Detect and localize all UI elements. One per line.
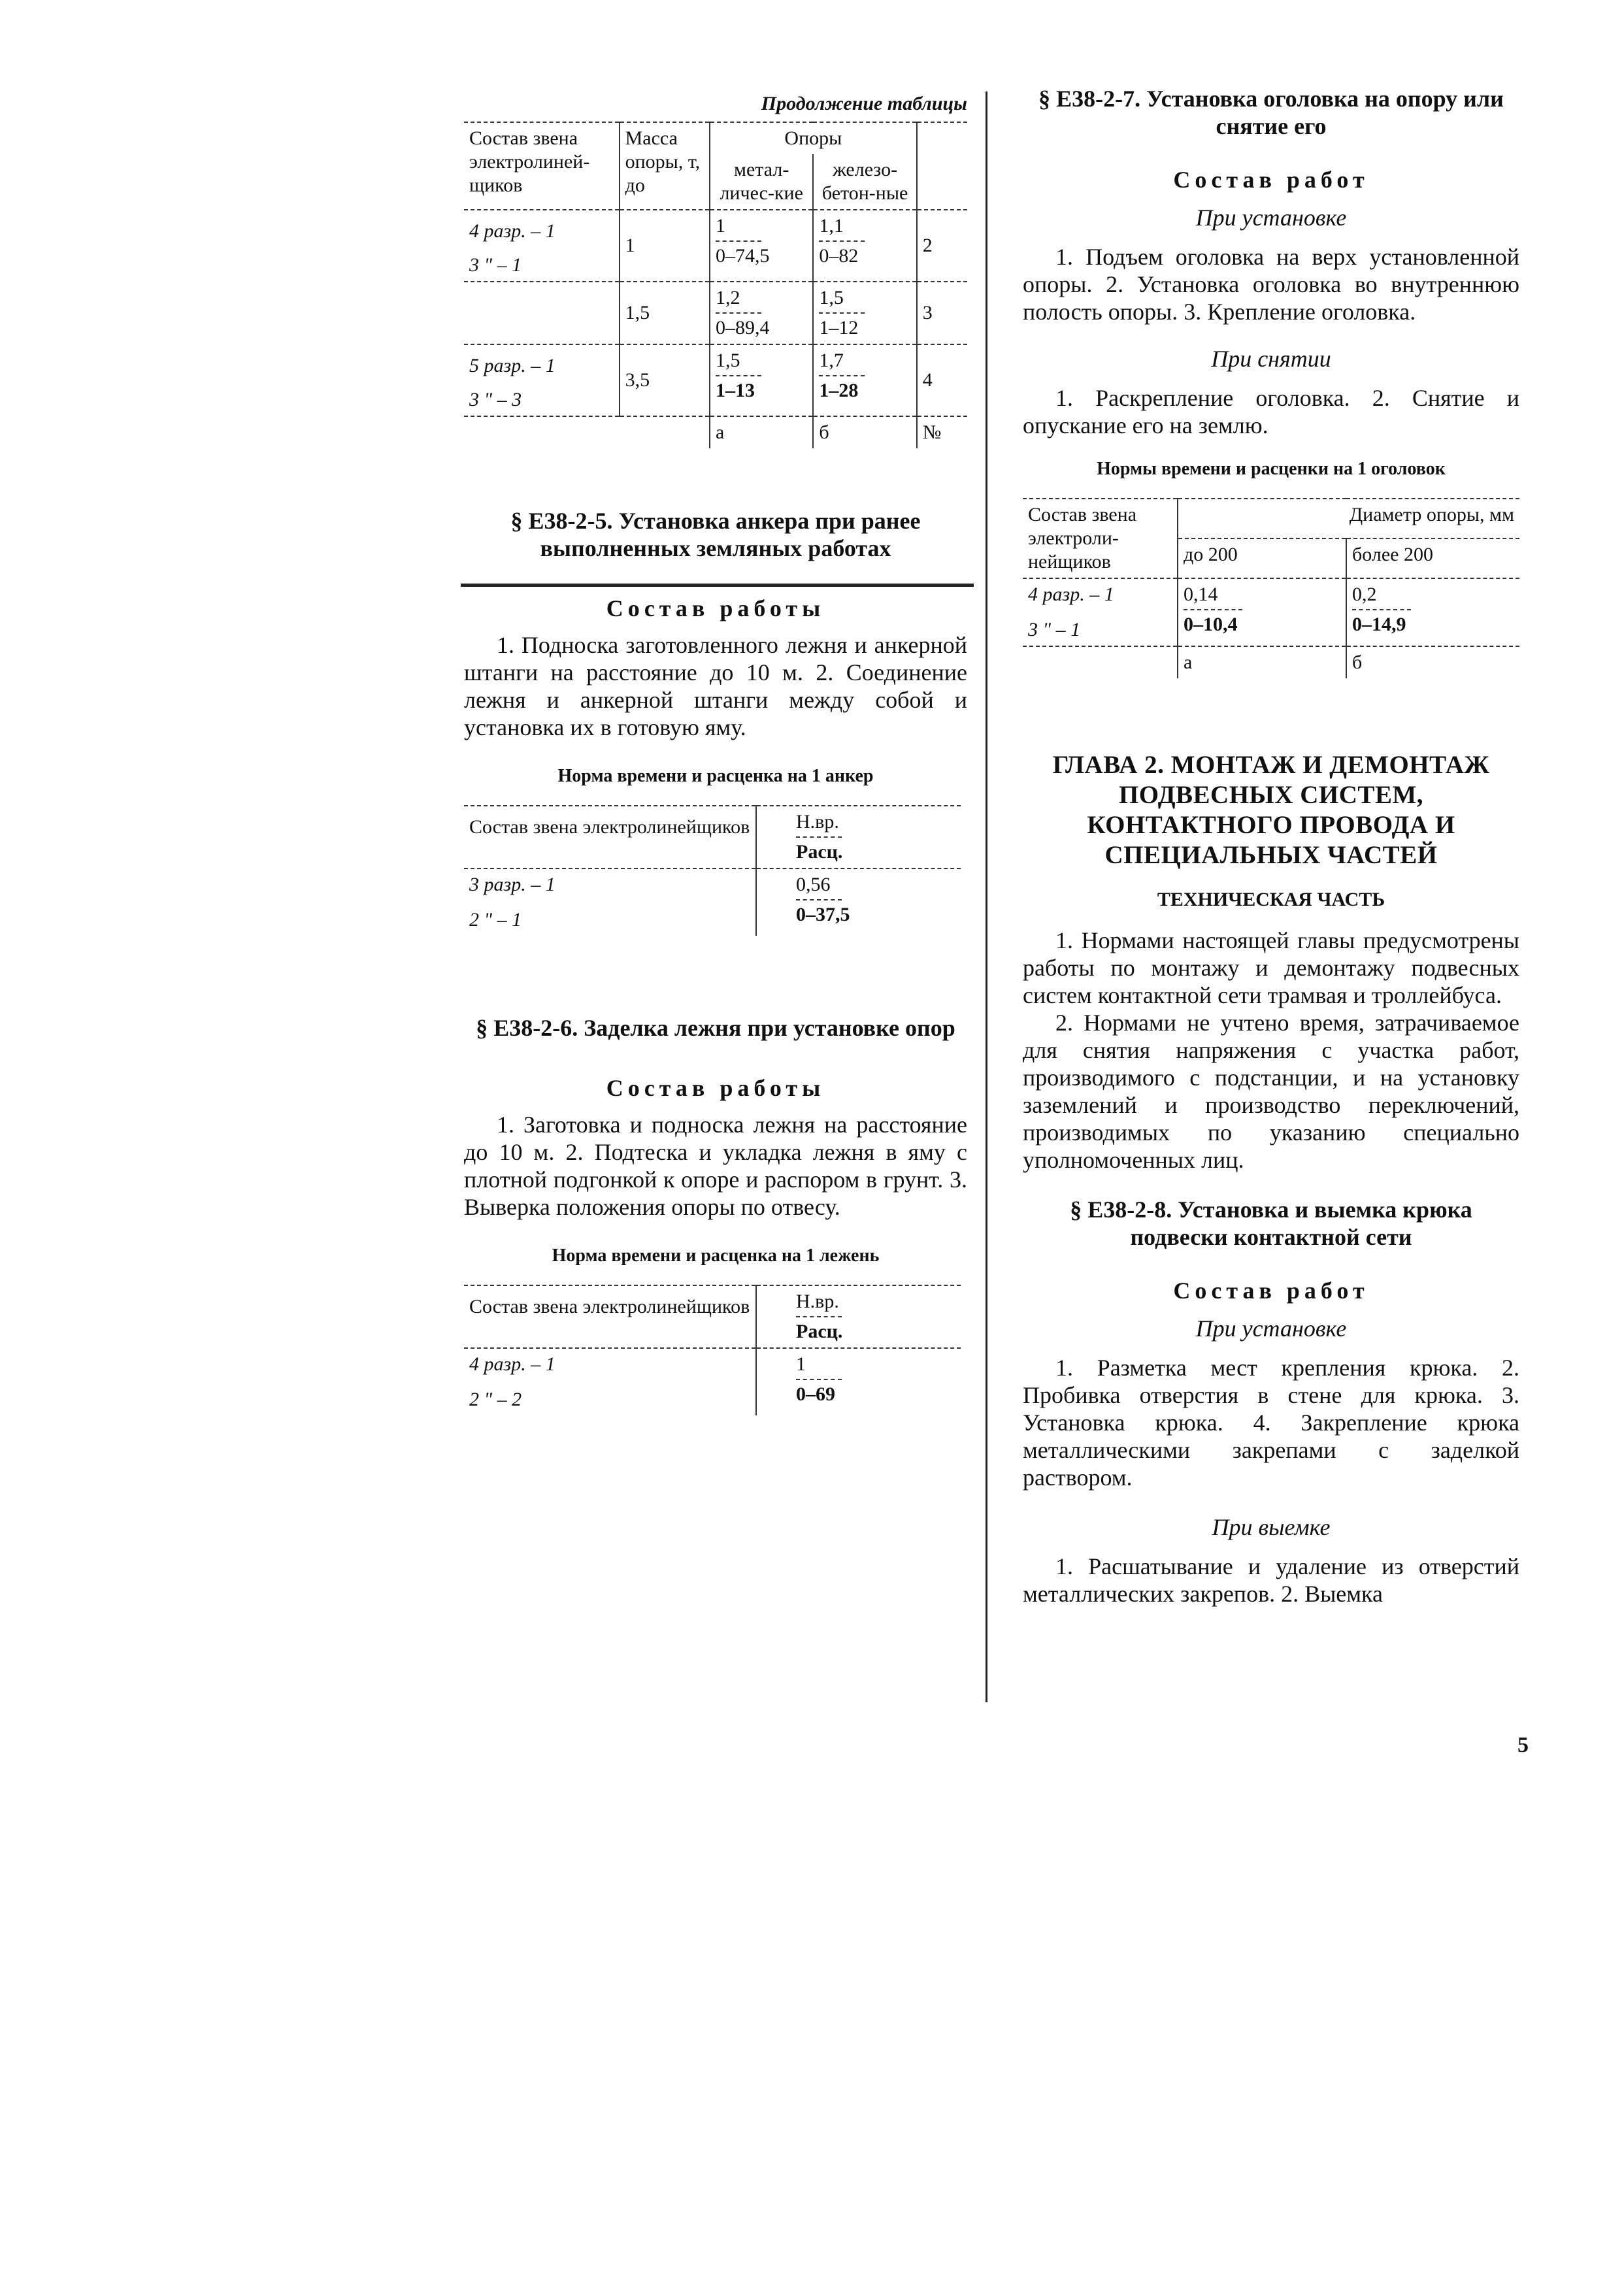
section-6-title: § Е38-2-6. Заделка лежня при установке опор [476,1015,955,1041]
crew-header: Состав звена электроли-нейщиков [1023,499,1178,578]
table-row [464,344,967,416]
section-8-removal-heading: При выемке [1212,1514,1331,1540]
section-7-install-heading: При установке [1195,205,1347,231]
rate-label: Расц. [796,841,843,863]
footer-no: № [922,421,942,443]
header-concrete: железо-бетон-ные [813,154,916,210]
section-5-table [464,805,961,936]
concrete-rate: 1–12 [819,317,859,338]
nvr-label: Н.вр. [796,1291,839,1312]
footer-a: а [1178,646,1346,678]
table-row [464,210,967,282]
metal-rate: 1–13 [715,380,755,401]
section-7-work-heading: Состав работ [1173,167,1369,193]
section-8-title: § Е38-2-8. Установка и выемка крюка подвески контактной сети [1070,1196,1472,1250]
time-value: 0,56 [796,874,831,895]
col-a-header: до 200 [1178,538,1346,578]
section-7-install-text: 1. Подъем оголовка на верх установленной опоры. 2. Установка оголовка во внутреннюю полость опоры. 3. Крепление оголовка. [1023,244,1519,325]
section-8-install-heading: При установке [1195,1315,1347,1342]
crew-2: 2 " – 1 [469,909,522,931]
table-row [464,868,961,936]
chapter-paragraph-1: 1. Нормами настоящей главы предусмотрены работы по монтажу и демонтажу подвесных систем контактной сети трамвая и троллейбуса. [1023,927,1519,1008]
crew-header: Состав звена электролинейщиков [464,806,756,868]
crew-1: 4 разр. – 1 [469,1353,555,1375]
section-5-title: § Е38-2-5. Установка анкера при ранее выполненных земляных работах [510,508,921,561]
row-crew-2: 3 " – 1 [469,254,522,276]
row-mass: 1 [620,210,710,282]
right-column [1023,85,1519,1608]
page-number: 5 [1517,1733,1529,1757]
concrete-rate: 0–82 [819,245,859,267]
metal-rate: 0–74,5 [715,245,770,267]
footer-a: а [710,416,813,448]
concrete-time: 1,1 [819,215,844,237]
row-mass: 1,5 [620,282,710,344]
metal-time: 1 [715,215,725,237]
concrete-time: 1,7 [819,350,844,371]
metal-rate: 0–89,4 [715,317,770,338]
section-6-text: 1. Заготовка и подноска лежня на расстояние до 10 м. 2. Подтеска и укладка лежня в яму с плотной подгонкой к опоре и распором в грунт. 3. Выверка положения опоры по отвесу. [464,1112,967,1220]
section-6-norm-title: Норма времени и расценка на 1 лежень [552,1245,880,1266]
rate-label: Расц. [796,1321,843,1342]
crew-1: 3 разр. – 1 [469,874,555,895]
price-value: 0–69 [796,1383,835,1405]
table-row [464,282,967,344]
crew-header: Состав звена электролинейщиков [464,1285,756,1348]
left-column [464,85,967,1415]
section-5-norm-title: Норма времени и расценка на 1 анкер [557,766,874,786]
crew-1: 4 разр. – 1 [1028,584,1114,605]
metal-time: 1,5 [715,350,740,371]
price-value: 0–37,5 [796,904,850,925]
footer-b: б [813,416,916,448]
section-7-table [1023,498,1519,678]
row-number: 4 [917,344,967,416]
a-time: 0,14 [1184,584,1218,605]
section-5-work-heading: Состав работы [606,595,825,621]
column-divider [986,91,987,1702]
tech-part-heading: ТЕХНИЧЕСКАЯ ЧАСТЬ [1157,889,1385,910]
crew-2: 3 " – 1 [1028,619,1081,640]
metal-time: 1,2 [715,287,740,308]
b-time: 0,2 [1352,584,1377,605]
chapter-title: ГЛАВА 2. МОНТАЖ И ДЕМОНТАЖ ПОДВЕСНЫХ СИСТЕМ, КОНТАКТНОГО ПРОВОДА И СПЕЦИАЛЬНЫХ ЧАСТЕЙ [1052,751,1490,869]
diameter-header: Диаметр опоры, мм [1178,499,1519,538]
header-mass: Масса опоры, т, до [620,122,710,210]
section-8-removal-text: 1. Расшатывание и удаление из отверстий металлических закрепов. 2. Выемка [1023,1553,1519,1607]
section-6-table [464,1285,961,1415]
header-supports: Опоры [710,122,917,154]
row-number: 3 [917,282,967,344]
row-mass: 3,5 [620,344,710,416]
table-row [464,1348,961,1415]
row-crew-2: 3 " – 3 [469,389,522,410]
section-8-work-heading: Состав работ [1173,1278,1369,1304]
concrete-time: 1,5 [819,287,844,308]
section-7-title: § Е38-2-7. Установка оголовка на опору или снятие его [1038,86,1504,139]
section-7-removal-text: 1. Раскрепление оголовка. 2. Снятие и опускание его на землю. [1023,385,1519,438]
row-crew-1: 4 разр. – 1 [469,220,555,242]
a-rate: 0–10,4 [1184,614,1238,635]
continuation-table [464,122,967,448]
footer-b: б [1352,652,1363,673]
time-value: 1 [796,1353,806,1375]
header-metal: метал-личес-кие [710,154,813,210]
section-7-norm-title: Нормы времени и расценки на 1 оголовок [1097,459,1446,479]
section-8-install-text: 1. Разметка мест крепления крюка. 2. Пробивка отверстия в стене для крюка. 3. Установка крюка. 4. Закрепление крюка металлическими закрепами с заделкой раствором. [1023,1355,1519,1491]
section-6-work-heading: Состав работы [606,1075,825,1101]
row-crew-1: 5 разр. – 1 [469,355,555,376]
chapter-paragraph-2: 2. Нормами не учтено время, затрачиваемое для снятия напряжения с участка работ, производимого с подстанции, и на установку заземлений и производство переключений, производимых по указанию специально уполномоченных лиц. [1023,1010,1519,1173]
header-crew: Состав звена электролиней-щиков [464,122,620,210]
table-row [1023,578,1519,646]
b-rate: 0–14,9 [1352,614,1406,635]
nvr-label: Н.вр. [796,811,839,833]
section-5-text: 1. Подноска заготовленного лежня и анкерной штанги на расстояние до 10 м. 2. Соединение лежня и анкерной штанги между собой и установка их в готовую яму. [464,632,967,740]
continuation-label: Продолжение таблицы [761,93,967,114]
section-7-removal-heading: При снятии [1211,346,1331,372]
crew-2: 2 " – 2 [469,1389,522,1410]
concrete-rate: 1–28 [819,380,859,401]
col-b-header: более 200 [1346,538,1519,578]
row-number: 2 [917,210,967,282]
